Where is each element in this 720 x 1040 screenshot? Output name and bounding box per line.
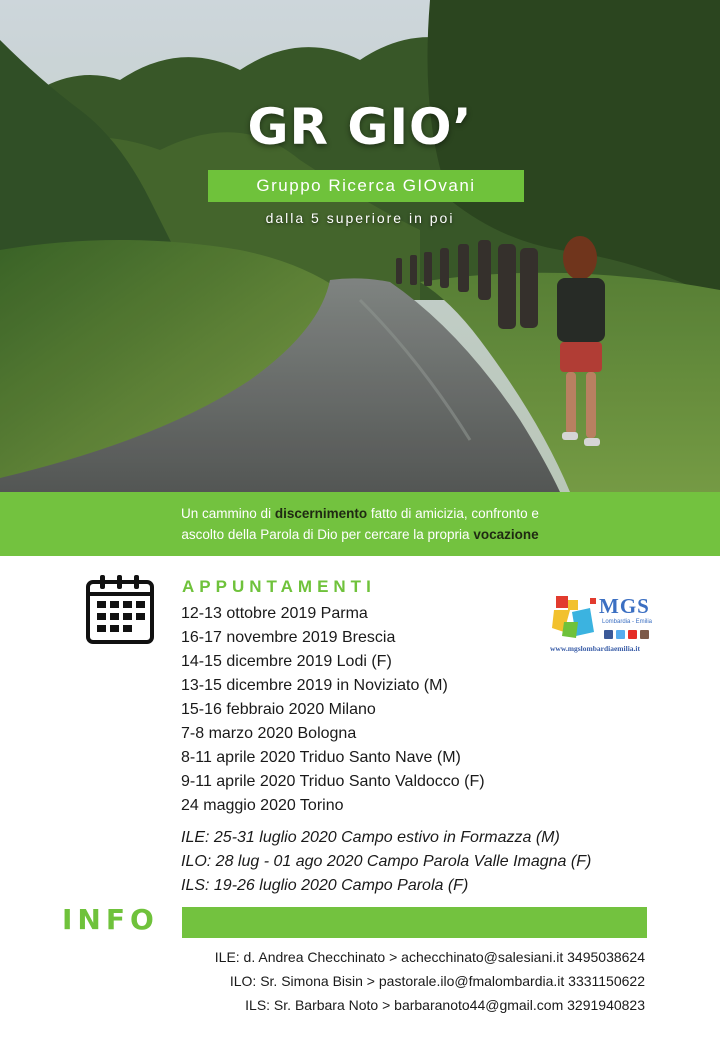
- info-heading: INFO: [62, 903, 159, 936]
- list-item: 9-11 aprile 2020 Triduo Santo Valdocco (F): [181, 773, 485, 790]
- list-item: 8-11 aprile 2020 Triduo Santo Nave (M): [181, 749, 461, 766]
- contact-ilo: ILO: Sr. Simona Bisin > pastorale.ilo@fmalombardia.it 3331150622: [229, 973, 645, 989]
- list-item: 14-15 dicembre 2019 Lodi (F): [181, 653, 392, 670]
- tagline: dalla 5 superiore in poi: [265, 210, 455, 226]
- description-line-1: [0, 503, 720, 524]
- list-item: ILS: 19-26 luglio 2020 Campo Parola (F): [181, 877, 469, 894]
- info-bar: [182, 907, 647, 938]
- list-item: 16-17 novembre 2019 Brescia: [181, 629, 396, 646]
- page-title: GR GIO’: [247, 98, 473, 156]
- description-line-2: [0, 524, 720, 545]
- social-icons: [604, 630, 664, 640]
- mgs-subtitle: Lombardia - Emilia: [602, 619, 653, 625]
- subtitle-text: Gruppo Ricerca GIOvani: [256, 176, 476, 195]
- hiking-road-photo: [0, 0, 720, 492]
- list-item: ILO: 28 lug - 01 ago 2020 Campo Parola Valle Imagna (F): [181, 853, 592, 870]
- appointments-list: [181, 602, 485, 818]
- contacts-list: [215, 945, 645, 1017]
- mgs-emblem-icon: [550, 592, 600, 642]
- description-text: ascolto della Parola di Dio per cercare la propria: [181, 527, 474, 542]
- hero-photo: [0, 0, 720, 492]
- mgs-name: MGS: [599, 594, 650, 618]
- list-item: 15-16 febbraio 2020 Milano: [181, 701, 376, 718]
- list-item: 24 maggio 2020 Torino: [181, 797, 344, 814]
- list-item: 12-13 ottobre 2019 Parma: [181, 605, 368, 622]
- appointments-heading: APPUNTAMENTI: [182, 577, 376, 596]
- highlight-vocazione: vocazione: [473, 527, 539, 542]
- list-item: 7-8 marzo 2020 Bologna: [181, 725, 357, 742]
- calendar-icon: [84, 574, 156, 646]
- highlight-discernimento: discernimento: [274, 506, 368, 521]
- contact-ils: ILS: Sr. Barbara Noto > barbaranoto44@gmail.com 3291940823: [245, 997, 645, 1013]
- list-item: ILE: 25-31 luglio 2020 Campo estivo in Formazza (M): [181, 829, 560, 846]
- list-item: 13-15 dicembre 2019 in Noviziato (M): [181, 677, 448, 694]
- description-text: Un cammino di: [181, 506, 275, 521]
- camps-list: [181, 826, 591, 898]
- description-text: fatto di amicizia, confronto e: [367, 506, 539, 521]
- mgs-logo: [550, 592, 665, 654]
- contact-ile: ILE: d. Andrea Checchinato > achecchinato@salesiani.it 3495038624: [214, 949, 645, 965]
- description-band: [0, 492, 720, 556]
- mgs-website: www.mgslombardiaemilia.it: [550, 644, 640, 653]
- subtitle-banner: [208, 170, 524, 202]
